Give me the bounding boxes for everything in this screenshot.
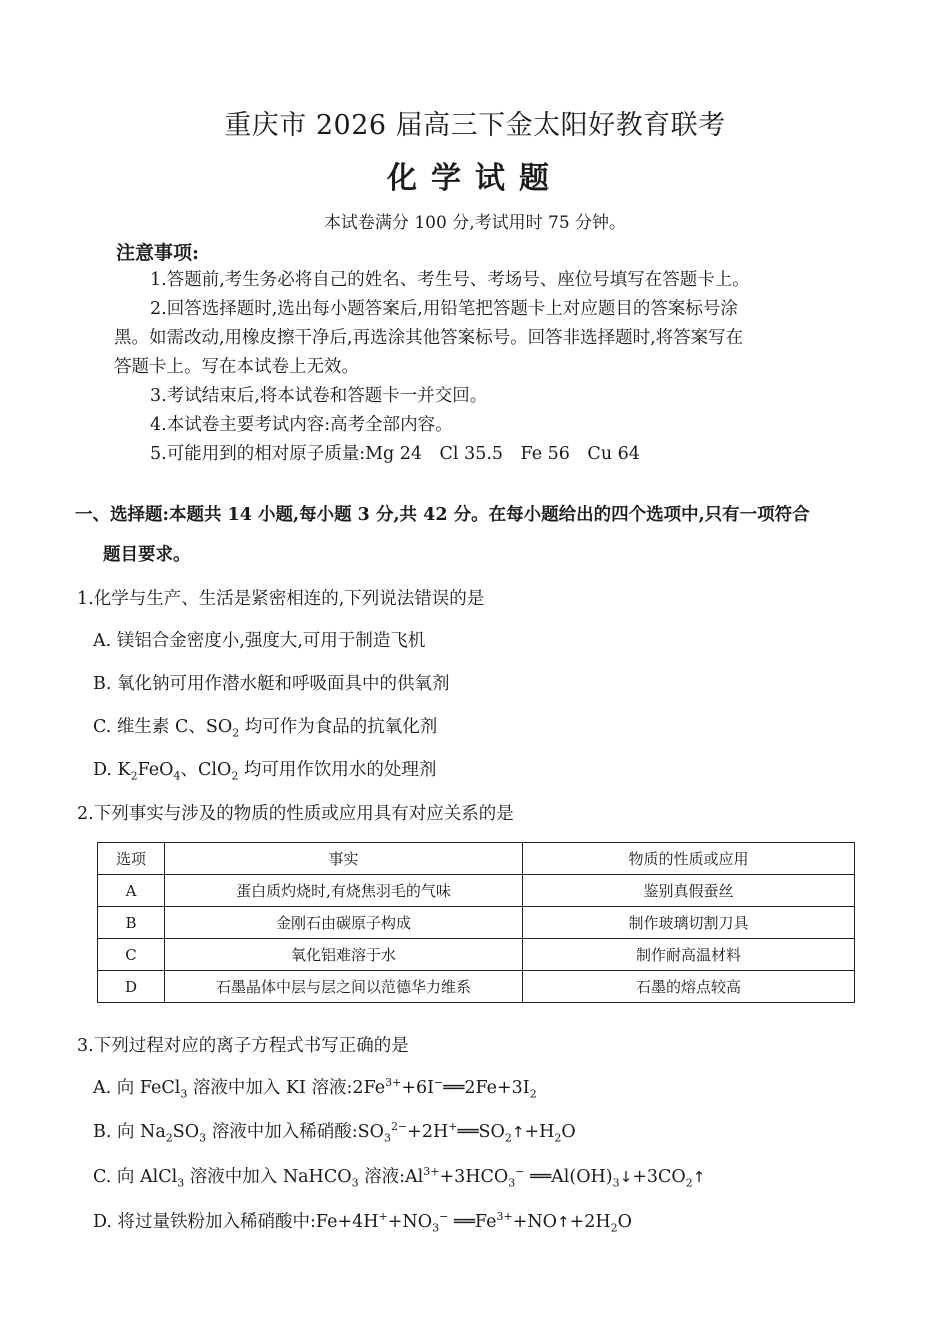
question-2-table — [97, 842, 855, 1003]
section-heading — [75, 495, 865, 575]
subscript: 3 — [199, 1131, 207, 1145]
question-1-option-a: A. 镁铝合金密度小,强度大,可用于制造飞机 — [93, 631, 426, 651]
question-3-option-a — [93, 1074, 537, 1099]
text: 溶液中加入稀硝酸:SO — [206, 1122, 384, 1142]
subscript: 4 — [173, 769, 181, 783]
superscript: 3+ — [385, 1076, 402, 1090]
question-1-option-b: B. 氧化钠可用作潜水艇和呼吸面具中的供氧剂 — [93, 674, 450, 694]
table-cell: B — [98, 907, 165, 939]
text: A. 向 FeCl — [93, 1078, 181, 1098]
table-cell: 石墨晶体中层与层之间以范德华力维系 — [165, 971, 523, 1003]
notice-heading: 注意事项: — [116, 242, 200, 264]
question-1-option-d — [93, 756, 436, 781]
question-3-stem: 3.下列过程对应的离子方程式书写正确的是 — [77, 1036, 409, 1056]
question-3-option-d — [93, 1208, 632, 1233]
text: O — [617, 1212, 633, 1232]
table-row — [98, 971, 855, 1003]
section-line: 一、选择题:本题共 14 小题,每小题 3 分,共 42 分。在每小题给出的四个选项中,只有一项符合 — [75, 505, 810, 525]
table-cell: 金刚石由碳原子构成 — [165, 907, 523, 939]
table-header: 物质的性质或应用 — [523, 843, 855, 875]
text: O — [561, 1122, 576, 1142]
notice-item: 5.可能用到的相对原子质量:Mg 24 Cl 35.5 Fe 56 Cu 64 — [150, 444, 640, 464]
table-cell: 鉴别真假蚕丝 — [523, 875, 855, 907]
superscript: − — [439, 1210, 449, 1224]
table-header: 事实 — [165, 843, 523, 875]
gas-arrow-icon: ↑ — [511, 1123, 525, 1141]
text: ══Fe — [448, 1212, 497, 1232]
text: SO — [172, 1122, 200, 1142]
table-row — [98, 939, 855, 971]
subscript: 3 — [180, 1087, 188, 1101]
subscript: 3 — [351, 1176, 359, 1190]
notice-item: 黑。如需改动,用橡皮擦干净后,再选涂其他答案标号。回答非选择题时,将答案写在 — [114, 328, 744, 348]
notice-item: 4.本试卷主要考试内容:高考全部内容。 — [150, 415, 453, 435]
text: 、ClO — [180, 760, 232, 780]
text: 溶液中加入 KI 溶液:2Fe — [187, 1078, 386, 1098]
notice-item: 1.答题前,考生务必将自己的姓名、考生号、考场号、座位号填写在答题卡上。 — [150, 270, 750, 290]
text: +NO — [512, 1212, 558, 1232]
text: +2H — [407, 1122, 449, 1142]
notice-item: 3.考试结束后,将本试卷和答题卡一并交回。 — [150, 386, 488, 406]
superscript: − — [434, 1076, 444, 1090]
table-row — [98, 907, 855, 939]
text: ══SO — [457, 1122, 505, 1142]
superscript: 3+ — [496, 1210, 513, 1224]
text: FeO — [137, 760, 174, 780]
text: 均可作为食品的抗氧化剂 — [239, 717, 438, 737]
text: 溶液中加入 NaHCO — [184, 1167, 352, 1187]
text: D. K — [93, 760, 131, 780]
table-cell: 石墨的熔点较高 — [523, 971, 855, 1003]
text: C. 向 AlCl — [93, 1167, 178, 1187]
table-header: 选项 — [98, 843, 165, 875]
text: +H — [524, 1122, 555, 1142]
superscript: + — [448, 1120, 458, 1134]
section-line: 题目要求。 — [103, 545, 191, 565]
gas-arrow-icon: ↑ — [557, 1213, 570, 1231]
notice-list — [114, 266, 826, 469]
table-cell: 制作玻璃切割刀具 — [523, 907, 855, 939]
table-row — [98, 875, 855, 907]
question-1-option-c — [93, 713, 437, 738]
table-cell: D — [98, 971, 165, 1003]
subscript: 2 — [610, 1221, 618, 1235]
table-cell: 氧化铝难溶于水 — [165, 939, 523, 971]
subscript: 2 — [231, 769, 239, 783]
exam-subtitle: 本试卷满分 100 分,考试用时 75 分钟。 — [323, 213, 627, 233]
subscript: 2 — [232, 726, 240, 740]
text: D. 将过量铁粉加入稀硝酸中:Fe+4H — [93, 1212, 379, 1232]
subscript: 3 — [177, 1176, 185, 1190]
notice-item: 答题卡上。写在本试卷上无效。 — [114, 357, 359, 377]
question-1-stem: 1.化学与生产、生活是紧密相连的,下列说法错误的是 — [77, 589, 485, 609]
question-2-stem: 2.下列事实与涉及的物质的性质或应用具有对应关系的是 — [77, 804, 514, 824]
subscript: 2 — [165, 1131, 173, 1145]
subscript: 3 — [432, 1221, 440, 1235]
subscript: 2 — [685, 1176, 693, 1190]
question-3-option-c — [93, 1163, 705, 1188]
table-cell: C — [98, 939, 165, 971]
subscript: 3 — [612, 1176, 620, 1190]
precipitate-arrow-icon: ↓ — [619, 1168, 633, 1186]
superscript: 2− — [390, 1120, 408, 1134]
table-header-row — [98, 843, 855, 875]
text: +3CO — [632, 1167, 686, 1187]
subscript: 3 — [383, 1131, 391, 1145]
text: 溶液:Al — [358, 1167, 424, 1187]
subscript: 2 — [554, 1131, 562, 1145]
text: ══Al(OH) — [524, 1167, 613, 1187]
text: B. 向 Na — [93, 1122, 166, 1142]
text: +6I — [401, 1078, 435, 1098]
text: +NO — [387, 1212, 433, 1232]
exam-title: 重庆市 2026 届高三下金太阳好教育联考 — [224, 110, 726, 141]
table-cell: 蛋白质灼烧时,有烧焦羽毛的气味 — [165, 875, 523, 907]
subscript: 3 — [508, 1176, 516, 1190]
superscript: − — [515, 1165, 525, 1179]
subscript: 2 — [130, 769, 138, 783]
text: +3HCO — [439, 1167, 509, 1187]
notice-item: 2.回答选择题时,选出每小题答案后,用铅笔把答题卡上对应题目的答案标号涂 — [150, 299, 738, 319]
gas-arrow-icon: ↑ — [692, 1168, 706, 1186]
subscript: 2 — [529, 1087, 537, 1101]
superscript: 3+ — [423, 1165, 440, 1179]
table-cell: 制作耐高温材料 — [523, 939, 855, 971]
text: ══2Fe+3I — [443, 1078, 530, 1098]
text: +2H — [569, 1212, 611, 1232]
text: C. 维生素 C、SO — [93, 717, 233, 737]
superscript: + — [378, 1210, 388, 1224]
table-cell: A — [98, 875, 165, 907]
question-3-option-b — [93, 1118, 576, 1143]
text: 均可用作饮用水的处理剂 — [238, 760, 437, 780]
subject-title: 化学试题 — [387, 161, 563, 196]
subscript: 2 — [504, 1131, 512, 1145]
